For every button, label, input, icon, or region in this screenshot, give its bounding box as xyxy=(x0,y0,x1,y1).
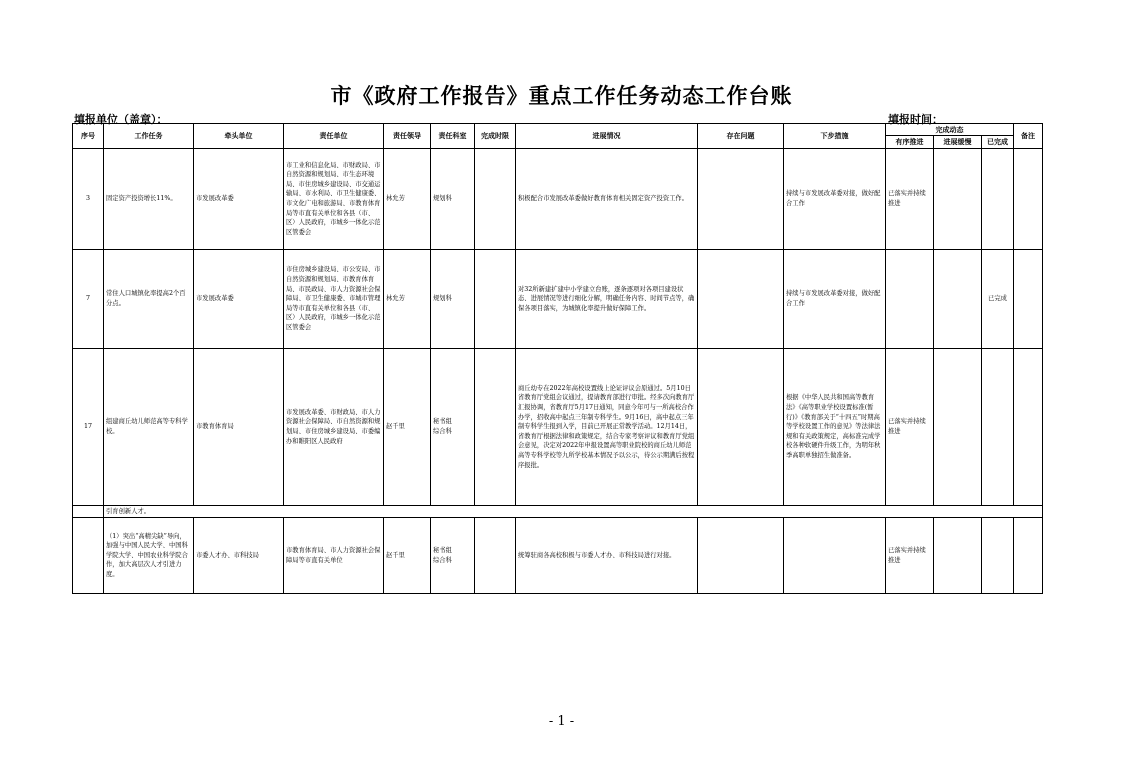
document-title: 市《政府工作报告》重点工作任务动态工作台账 xyxy=(330,83,793,108)
table-row xyxy=(73,250,1043,349)
cell-resp-leader: 林允芳 xyxy=(384,149,431,250)
cell-remarks xyxy=(1014,349,1043,506)
cell-resp-unit xyxy=(284,250,384,349)
cell-problems xyxy=(698,518,784,594)
table-row xyxy=(73,149,1043,250)
cell-seq xyxy=(73,518,104,594)
cell-seq: 3 xyxy=(73,149,104,250)
table-row xyxy=(73,518,1043,594)
cell-resp-section: 规划科 xyxy=(431,149,475,250)
cell-next-steps: 持续与市发展改革委对接，做好配合工作 xyxy=(784,149,886,250)
cell-task: 常住人口城镇化率提高2个百分点。 xyxy=(104,250,194,349)
page-number: - 1 - xyxy=(548,714,575,729)
cell-remarks xyxy=(1014,518,1043,594)
cell-resp-section: 秘书组 综合科 xyxy=(431,518,475,594)
cell-task: （1）突出“高精尖缺”导向，加强与中国人民大学、中国科学院大学、中国农业科学院合作，加大高层次人才引进力度。 xyxy=(104,518,194,594)
header-lead-unit: 牵头单位 xyxy=(194,124,284,149)
cell-resp-unit: 市发展改革委、市财政局、市人力资源社会保障局、市自然资源和规划局、市住房城乡建设局、市委编办和睢阳区人民政府 xyxy=(284,349,384,506)
cell-lead-unit: 市委人才办、市科技局 xyxy=(194,518,284,594)
cell-status-ordered: 已落实并持续推进 xyxy=(886,149,934,250)
cell-problems xyxy=(698,250,784,349)
cell-next-steps: 根据《中华人民共和国高等教育法》《高等职业学校设置标准(暂行)》《教育部关于“十四五”时期高等学校设置工作的意见》等法律法规和有关政策规定，高标准完成学校各种软硬件升级工作，为明年秋季高职单独招生做准备。 xyxy=(784,349,886,506)
cell-status-done xyxy=(982,518,1014,594)
cell-task: 组建商丘幼儿师范高等专科学校。 xyxy=(104,349,194,506)
header-next-steps: 下步措施 xyxy=(784,124,886,149)
cell-problems xyxy=(698,149,784,250)
cell-seq xyxy=(73,506,104,518)
cell-resp-section: 规划科 xyxy=(431,250,475,349)
cell-status-ordered: 已落实并持续推进 xyxy=(886,349,934,506)
header-progress: 进展情况 xyxy=(516,124,698,149)
cell-resp-section: 秘书组 综合科 xyxy=(431,349,475,506)
header-remarks: 备注 xyxy=(1014,124,1043,149)
fill-unit-label: 填报单位（盖章）： xyxy=(74,113,168,126)
header-resp-leader: 责任领导 xyxy=(384,124,431,149)
header-resp-section: 责任科室 xyxy=(431,124,475,149)
header-status-done: 已完成 xyxy=(982,136,1014,149)
cell-resp-unit xyxy=(284,149,384,250)
cell-status-slow xyxy=(934,149,982,250)
cell-lead-unit: 市教育体育局 xyxy=(194,349,284,506)
cell-status-done: 已完成 xyxy=(982,250,1014,349)
cell-lead-unit: 市发展改革委 xyxy=(194,250,284,349)
fill-time-label: 填报时间： xyxy=(888,113,943,126)
cell-remarks xyxy=(1014,149,1043,250)
cell-deadline xyxy=(475,250,516,349)
cell-next-steps xyxy=(784,518,886,594)
cell-deadline xyxy=(475,349,516,506)
header-status-group: 完成动态 xyxy=(886,124,1014,136)
cell-status-ordered xyxy=(886,250,934,349)
header-task: 工作任务 xyxy=(104,124,194,149)
cell-status-slow xyxy=(934,349,982,506)
cell-problems xyxy=(698,349,784,506)
cell-progress: 对32所新建扩建中小学建立台账，逐条逐项对各项目建设状态、进展情况等进行细化分解，明确任务内容、时间节点等，确保各项目落实，为城镇化率提升做好保障工作。 xyxy=(516,250,698,349)
resp-unit-text: 市工业和信息化局、市财政局、市自然资源和规划局、市生态环境局、市住房城乡建设局、市交通运输局、市水利局、市卫生健康委、市文化广电和旅游局、市教育体育局等市直有关单位和各县（市、区）人民政府，市城乡一体化示范区管委会 xyxy=(286,161,381,236)
task-ledger-table xyxy=(72,123,1043,594)
table-row xyxy=(73,349,1043,506)
cell-resp-leader: 赵千里 xyxy=(384,349,431,506)
cell-progress: 积极配合市发展改革委做好教育体育相关固定资产投资工作。 xyxy=(516,149,698,250)
cell-seq: 17 xyxy=(73,349,104,506)
cell-status-ordered: 已落实并持续推进 xyxy=(886,518,934,594)
cell-progress: 统筹驻商各高校积极与市委人才办、市科技局进行对接。 xyxy=(516,518,698,594)
resp-unit-text: 市住房城乡建设局、市公安局、市自然资源和规划局、市教育体育局、市民政局、市人力资源社会保障局、市卫生健康委、市城市管理局等市直有关单位和各县（市、区）人民政府，市城乡一体化示范区管委会 xyxy=(286,266,381,331)
section-heading: 引育创新人才。 xyxy=(104,506,1043,518)
section-heading-row xyxy=(73,506,1043,518)
cell-status-done xyxy=(982,349,1014,506)
cell-next-steps: 持续与市发展改革委对接，做好配合工作 xyxy=(784,250,886,349)
cell-task: 固定资产投资增长11%。 xyxy=(104,149,194,250)
header-resp-unit: 责任单位 xyxy=(284,124,384,149)
header-seq: 序号 xyxy=(73,124,104,149)
cell-remarks xyxy=(1014,250,1043,349)
header-status-slow: 进展缓慢 xyxy=(934,136,982,149)
cell-deadline xyxy=(475,518,516,594)
cell-deadline xyxy=(475,149,516,250)
cell-seq: 7 xyxy=(73,250,104,349)
cell-resp-unit: 市教育体育局、市人力资源社会保障局等市直有关单位 xyxy=(284,518,384,594)
cell-status-slow xyxy=(934,250,982,349)
cell-progress: 商丘幼专在2022年高校设置线上论证评议会原通过。5月10日省教育厅党组会议通过，提请教育部进行审批。经多次向教育厅汇报协调，省教育厅5月17日通知，同意今年可与一所高校合作办学，招收高中起点三年制专科学生。9月16日，高中起点三年制专科学生报到入学，目前已开展正常教学活动。12月14日，省教育厅根据法律和政策规定，结合专家考察评议和教育厅党组会意见，决定对2022年申报设置高等职业院校的商丘幼儿师范高等专科学校等九所学校基本情况予以公示，待公示期满后按程序报批。 xyxy=(516,349,698,506)
cell-lead-unit: 市发展改革委 xyxy=(194,149,284,250)
header-deadline: 完成时限 xyxy=(475,124,516,149)
header-status-ordered: 有序推进 xyxy=(886,136,934,149)
header-problems: 存在问题 xyxy=(698,124,784,149)
cell-status-slow xyxy=(934,518,982,594)
cell-status-done xyxy=(982,149,1014,250)
cell-resp-leader: 林允芳 xyxy=(384,250,431,349)
cell-resp-leader: 赵千里 xyxy=(384,518,431,594)
